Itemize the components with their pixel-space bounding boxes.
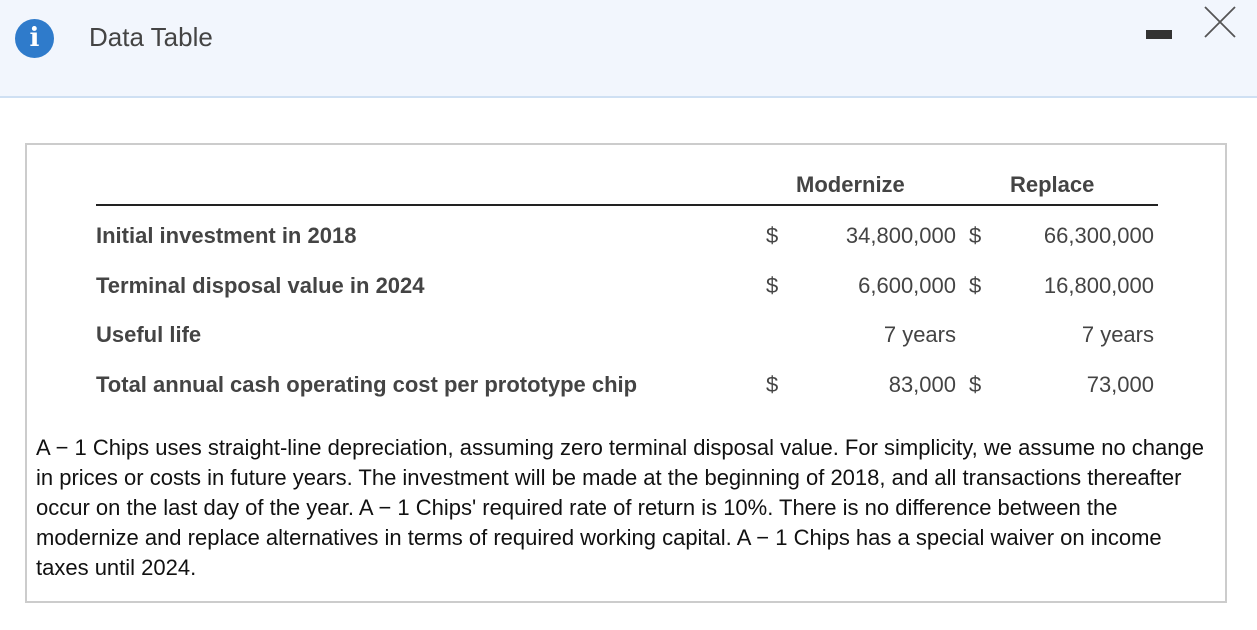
replace-value: 66,300,000 [1043, 223, 1154, 248]
modernize-value: 83,000 [888, 372, 956, 397]
currency-symbol: $ [969, 372, 982, 397]
dialog-header [0, 0, 1257, 98]
row-label: Terminal disposal value in 2024 [96, 273, 425, 298]
currency-symbol: $ [766, 223, 779, 248]
currency-symbol: $ [969, 223, 982, 248]
modernize-value: 7 years [883, 322, 956, 347]
currency-symbol: $ [766, 372, 779, 397]
replace-value: 7 years [1081, 322, 1154, 347]
modernize-value: 6,600,000 [858, 273, 956, 298]
close-icon[interactable] [1203, 5, 1237, 39]
replace-value: 73,000 [1086, 372, 1154, 397]
currency-symbol: $ [969, 273, 982, 298]
column-header-replace: Replace [1010, 172, 1095, 197]
row-label: Initial investment in 2018 [96, 223, 357, 248]
info-icon: i [15, 19, 54, 58]
dialog-title: Data Table [89, 22, 213, 52]
header-divider [96, 204, 1158, 206]
column-header-modernize: Modernize [796, 172, 905, 197]
row-label: Total annual cash operating cost per prototype chip [96, 372, 638, 397]
currency-symbol: $ [766, 273, 779, 298]
table-note: A − 1 Chips uses straight-line depreciation, assuming zero terminal disposal value. For simplicity, we assume no change in prices or costs in future years. The investment will be made at the beginning of 2018, and all transactions thereafter occur on the last day of the year. A − 1 Chips' required rate of return is 10%. There is no difference between the modernize and replace alternatives in terms of required working capital. A − 1 Chips has a special waiver on income taxes until 2024. [36, 435, 1204, 580]
replace-value: 16,800,000 [1043, 273, 1154, 298]
modernize-value: 34,800,000 [845, 223, 956, 248]
row-label: Useful life [96, 322, 202, 347]
minimize-button[interactable] [1146, 30, 1172, 39]
